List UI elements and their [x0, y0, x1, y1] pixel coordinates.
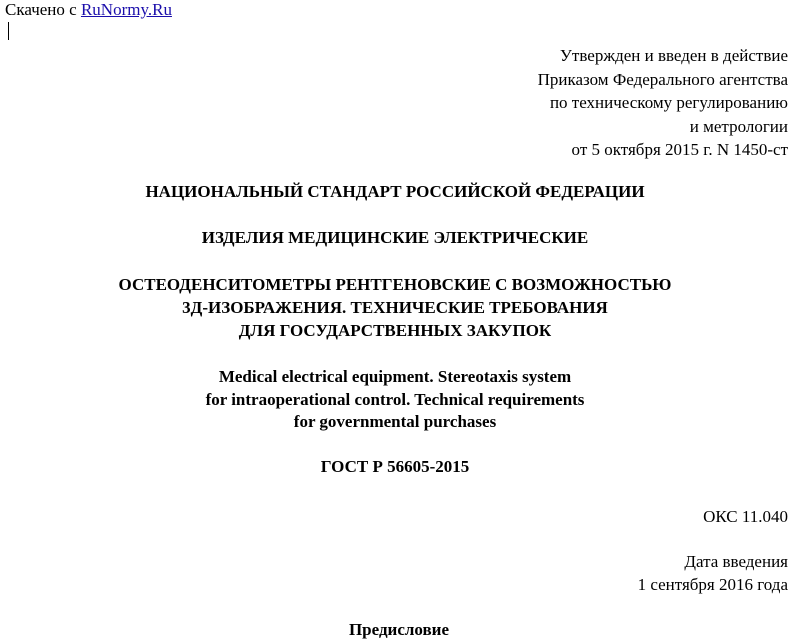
effective-date-label: Дата введения [684, 552, 788, 571]
source-line [5, 0, 172, 20]
approval-line: и метрологии [689, 116, 788, 136]
title-en [0, 366, 790, 434]
title-en-line: Medical electrical equipment. Stereotaxis system [218, 367, 572, 386]
approval-line: от 5 октября 2015 г. N 1450-ст [571, 140, 788, 159]
title-en-line: for intraoperational control. Technical requirements [205, 389, 585, 409]
oks-code: ОКС 11.040 [703, 507, 788, 526]
title-ru-line: 3Д-ИЗОБРАЖЕНИЯ. ТЕХНИЧЕСКИЕ ТРЕБОВАНИЯ [182, 298, 608, 317]
approval-line: Утвержден и введен в действие [559, 46, 788, 65]
approval-line: по техническому регулированию [549, 93, 788, 112]
title-group-heading: ИЗДЕЛИЯ МЕДИЦИНСКИЕ ЭЛЕКТРИЧЕСКИЕ [201, 228, 589, 247]
effective-date-block [638, 550, 788, 596]
gost-number: ГОСТ Р 56605-2015 [320, 457, 470, 476]
runormy-link[interactable]: RuNormy.Ru [80, 0, 172, 19]
standard-type-heading: НАЦИОНАЛЬНЫЙ СТАНДАРТ РОССИЙСКОЙ ФЕДЕРАЦИИ [145, 182, 645, 201]
effective-date-value: 1 сентября 2016 года [637, 575, 788, 594]
text-cursor [8, 22, 9, 40]
approval-line: Приказом Федерального агентства [537, 69, 788, 89]
title-ru-line: ОСТЕОДЕНСИТОМЕТРЫ РЕНТГЕНОВСКИЕ С ВОЗМОЖНОСТЬЮ [118, 275, 672, 294]
source-prefix: Скачено с [5, 0, 81, 19]
title-ru-line: ДЛЯ ГОСУДАРСТВЕННЫХ ЗАКУПОК [238, 321, 552, 340]
title-ru [0, 273, 790, 342]
title-en-line: for governmental purchases [293, 412, 497, 431]
approval-block [538, 44, 788, 162]
preface-heading: Предисловие [348, 620, 450, 639]
